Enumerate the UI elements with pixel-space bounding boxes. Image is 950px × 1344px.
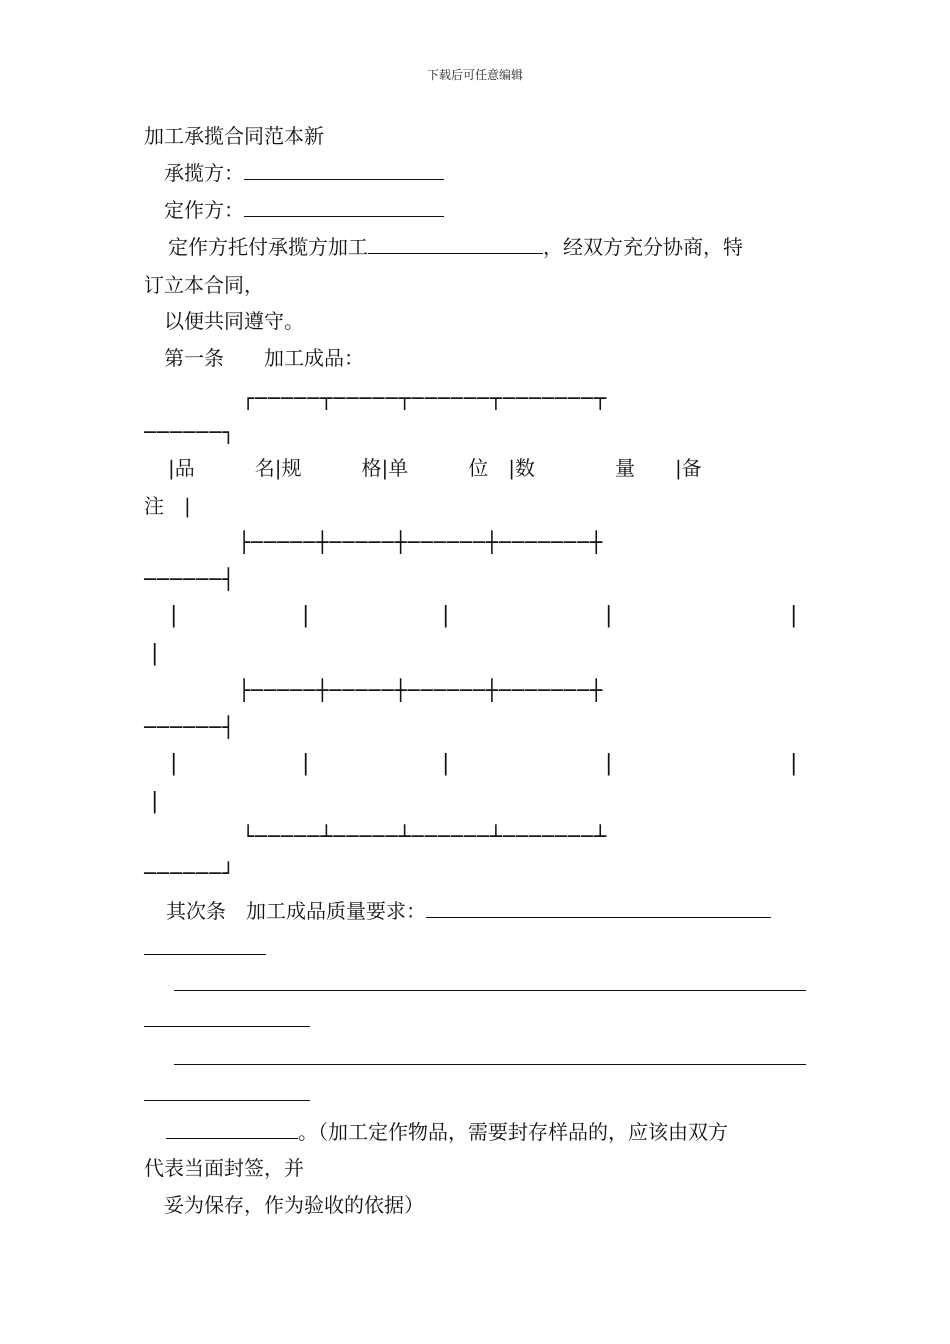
table-mid-border-1b: ├─────┼─────┼──────┼───────┼	[238, 678, 604, 702]
contract-title: 加工承揽合同范本新	[144, 124, 324, 148]
row2-bar: |	[790, 751, 798, 776]
orderer-blank	[244, 198, 444, 217]
quality-blank-line-2	[174, 972, 806, 991]
quality-blank-line-3	[174, 1046, 806, 1065]
row1-bar: |	[605, 603, 613, 628]
table-header-row-2: 注 |	[144, 494, 191, 518]
quality-line-2	[174, 972, 806, 996]
article-2-line	[166, 899, 771, 923]
processing-item-blank	[368, 235, 543, 254]
row2-bar: |	[442, 751, 450, 776]
table-top-border-1: ┌─────┬─────┬──────┬───────┬	[242, 386, 608, 410]
article-2-heading: 其次条 加工成品质量要求：	[166, 899, 426, 923]
tail-line-3: 妥为保存，作为验收的依据）	[164, 1193, 424, 1217]
row1-bar: |	[302, 603, 310, 628]
quality-blank-cont-1	[144, 936, 266, 960]
quality-line-3	[174, 1046, 806, 1070]
table-top-border-2: ──────┐	[144, 420, 236, 444]
row2-bar: |	[151, 789, 159, 814]
row2-bar: |	[302, 751, 310, 776]
table-mid-border-2a: ──────┤	[144, 567, 236, 591]
quality-blank	[426, 899, 771, 918]
tail-blank	[166, 1120, 298, 1139]
row2-bar: |	[170, 751, 178, 776]
page-header: 下载后可任意编辑	[426, 68, 523, 82]
row2-bar: |	[605, 751, 613, 776]
table-bottom-border-2: ──────┘	[144, 861, 236, 885]
contractor-blank	[244, 161, 444, 180]
quality-blank-line-2-cont	[144, 1008, 310, 1027]
intro-part2: ，经双方充分协商，特	[543, 235, 743, 259]
tail-line-2: 代表当面封签，并	[144, 1156, 304, 1180]
contractor-line	[164, 161, 444, 185]
table-mid-border-1a: ├─────┼─────┼──────┼───────┼	[238, 530, 604, 554]
intro-line-3: 以便共同遵守。	[164, 309, 304, 333]
tail-text-1: 。（加工定作物品，需要封存样品的，应该由双方	[298, 1120, 728, 1144]
tail-line-1	[166, 1120, 728, 1144]
row1-bar: |	[151, 641, 159, 666]
row1-bar: |	[790, 603, 798, 628]
quality-line-3-cont	[144, 1082, 310, 1106]
intro-line-2: 订立本合同，	[144, 273, 264, 297]
table-mid-border-2b: ──────┤	[144, 715, 236, 739]
quality-blank-line-3-cont	[144, 1082, 310, 1101]
orderer-label: 定作方：	[164, 198, 244, 222]
intro-part1: 定作方托付承揽方加工	[168, 235, 368, 259]
quality-line-2-cont	[144, 1008, 310, 1032]
row1-bar: |	[442, 603, 450, 628]
row1-bar: |	[170, 603, 178, 628]
quality-blank-cont	[144, 936, 266, 955]
table-bottom-border-1: └─────┴─────┴──────┴───────┴	[242, 824, 608, 848]
contractor-label: 承揽方：	[164, 161, 244, 185]
orderer-line	[164, 198, 444, 222]
table-header-row-1: |品 名|规 格|单 位 |数 量 |备	[168, 456, 702, 480]
article-1-heading: 第一条 加工成品：	[164, 346, 364, 370]
intro-line-1	[168, 235, 743, 259]
